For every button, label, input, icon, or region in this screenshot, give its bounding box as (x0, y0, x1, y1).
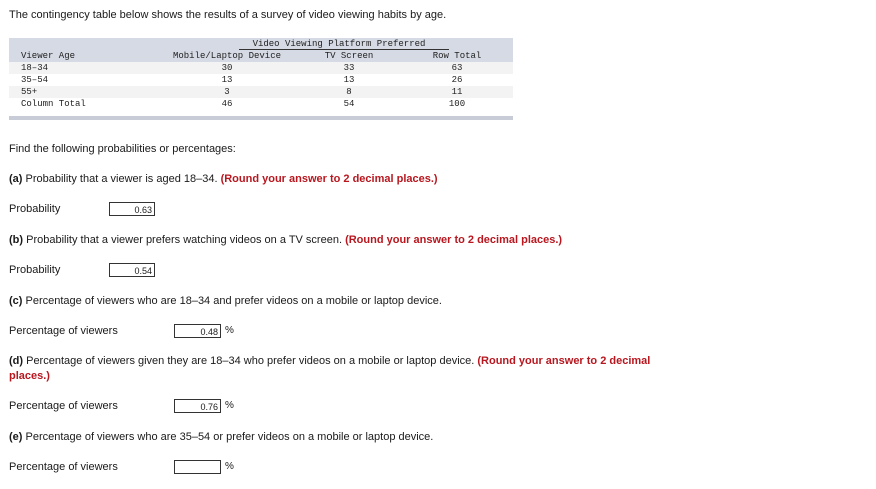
cell-total: 26 (451, 75, 463, 85)
percent-unit: % (225, 400, 234, 411)
cell-mobile: 13 (221, 75, 233, 85)
question-text: Percentage of viewers who are 18–34 and prefer videos on a mobile or laptop device. (22, 295, 442, 307)
intro-text: The contingency table below shows the results of a survey of video viewing habits by age. (9, 9, 447, 21)
answer-d-input[interactable]: 0.76 (174, 399, 221, 413)
question-b (9, 234, 562, 246)
cell-mobile: 3 (224, 87, 230, 97)
question-tag: (d) (9, 355, 24, 367)
row-label: 18–34 (21, 63, 49, 73)
answer-b-input[interactable]: 0.54 (109, 263, 155, 277)
answer-c-label: Percentage of viewers (9, 325, 118, 337)
col-header-total: Row Total (432, 51, 482, 61)
cell-total: 100 (448, 99, 466, 109)
instructions: Find the following probabilities or percentages: (9, 143, 236, 155)
answer-a-label: Probability (9, 203, 61, 215)
answer-d-label: Percentage of viewers (9, 400, 118, 412)
row-label: 35–54 (21, 75, 49, 85)
table-bottom-border (9, 116, 513, 120)
percent-unit: % (225, 325, 234, 336)
question-text: Percentage of viewers who are 35–54 or prefer videos on a mobile or laptop device. (22, 431, 434, 443)
row-label: 55+ (21, 87, 38, 97)
cell-tv: 13 (343, 75, 355, 85)
col-header-age: Viewer Age (21, 51, 76, 61)
question-c (9, 295, 442, 307)
col-header-mobile: Mobile/Laptop Device (172, 51, 282, 61)
cell-total: 11 (451, 87, 463, 97)
answer-e-label: Percentage of viewers (9, 461, 118, 473)
question-text: Probability that a viewer prefers watching videos on a TV screen. (23, 234, 346, 246)
rounding-note-cont: places.) (9, 370, 50, 382)
cell-mobile: 30 (221, 63, 233, 73)
question-tag: (e) (9, 431, 23, 443)
cell-total: 63 (451, 63, 463, 73)
rounding-note: (Round your answer to 2 decimal (477, 355, 651, 367)
cell-tv: 8 (346, 87, 352, 97)
answer-a-input[interactable]: 0.63 (109, 202, 155, 216)
rounding-note: (Round your answer to 2 decimal places.) (345, 234, 563, 246)
question-text: Probability that a viewer is aged 18–34. (22, 173, 221, 185)
answer-c-input[interactable]: 0.48 (174, 324, 221, 338)
question-e (9, 431, 433, 443)
question-text: Percentage of viewers given they are 18–34 who prefer videos on a mobile or laptop device. (23, 355, 478, 367)
row-label: Column Total (21, 99, 86, 109)
cell-mobile: 46 (221, 99, 233, 109)
question-tag: (a) (9, 173, 23, 185)
question-tag: (c) (9, 295, 23, 307)
platform-span-header: Video Viewing Platform Preferred (252, 39, 426, 49)
question-tag: (b) (9, 234, 24, 246)
answer-b-label: Probability (9, 264, 61, 276)
question-d (9, 355, 650, 367)
contingency-table (9, 38, 513, 122)
cell-tv: 33 (343, 63, 355, 73)
answer-e-input[interactable] (174, 460, 221, 474)
percent-unit: % (225, 461, 234, 472)
cell-tv: 54 (343, 99, 355, 109)
rounding-note: (Round your answer to 2 decimal places.) (220, 173, 438, 185)
question-a (9, 173, 438, 185)
col-header-tv: TV Screen (324, 51, 374, 61)
